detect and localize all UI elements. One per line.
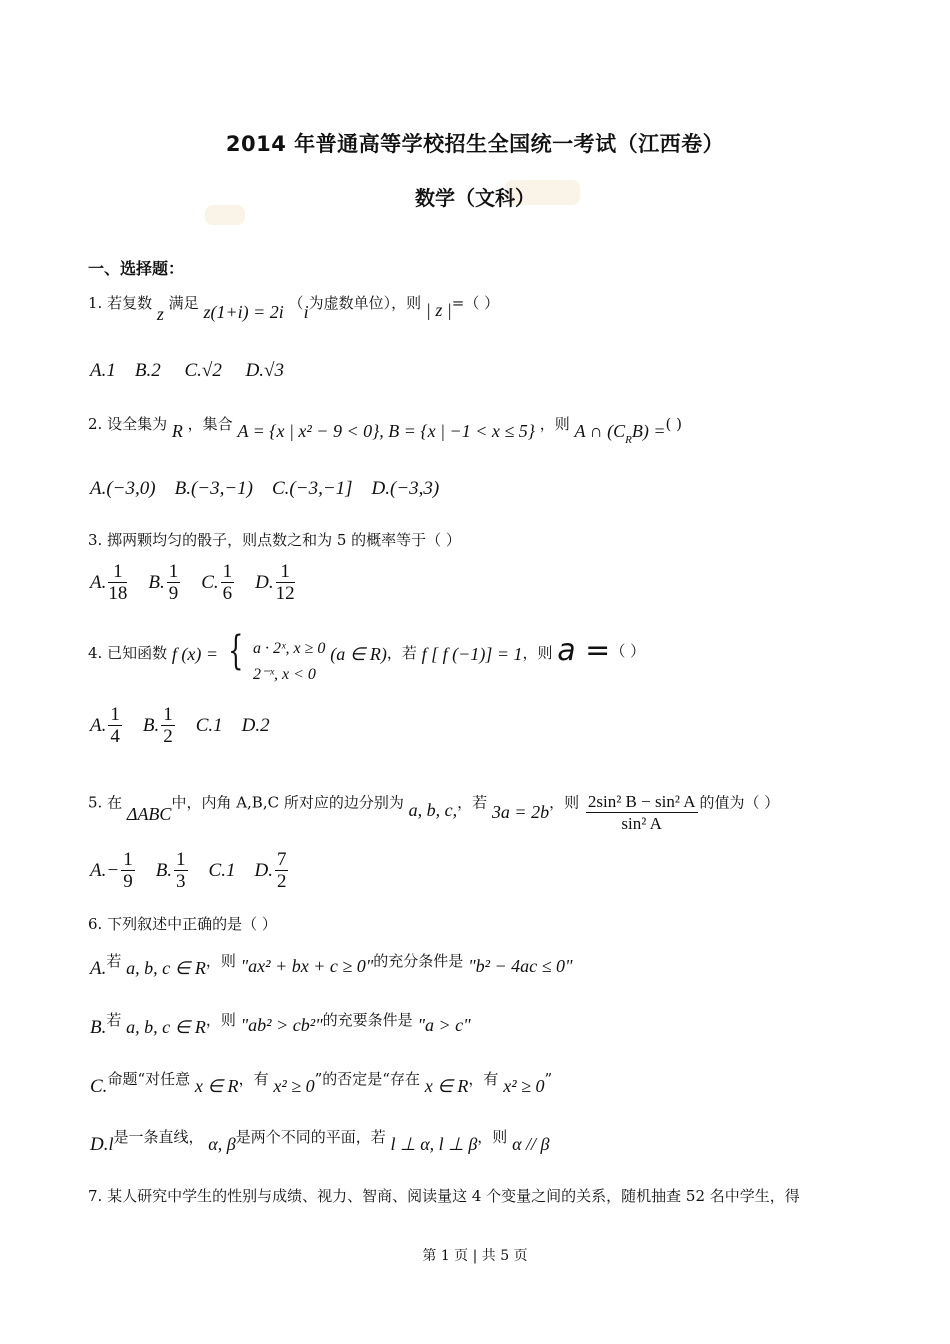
question-7: 7. 某人研究中学生的性别与成绩、视力、智商、阅读量这 4 个变量之间的关系，随机抽查 52 名中学生，得: [88, 1187, 800, 1205]
question-3: 3. 掷两颗均匀的骰子，则点数之和为 5 的概率等于（ ）: [88, 531, 461, 549]
q6-option-d[interactable]: D.l是一条直线， α, β是两个不同的平面，若 l ⊥ α, l ⊥ β，则 α // β: [90, 1128, 550, 1155]
q6-option-c[interactable]: C.命题“对任意 x ∈ R，有 x² ≥ 0”的否定是“存在 x ∈ R，有 x² ≥ 0”: [90, 1070, 553, 1097]
q1-option-b[interactable]: B.2: [134, 360, 161, 381]
q1-option-a[interactable]: A.1: [90, 360, 116, 381]
q1-option-d[interactable]: D.√3: [245, 360, 284, 381]
question-4: 4. 已知函数 f (x) = { a · 2ˣ, x ≥ 0 2⁻ˣ, x < 0 (a ∈ R)，若 f [ f (−1)] = 1，则 a =（ ）: [88, 630, 645, 688]
q4-option-d[interactable]: D.2: [241, 714, 270, 736]
question-6: 6. 下列叙述中正确的是（ ）: [88, 915, 277, 933]
piecewise-brace: {: [227, 628, 244, 674]
question-4-options: [90, 705, 270, 748]
section-heading: 一、选择题：: [88, 259, 185, 278]
q5-option-c[interactable]: C.1: [208, 859, 236, 881]
q5-option-a[interactable]: A.− $\frac{1}{9}$: [90, 849, 133, 892]
question-3-options: [90, 562, 297, 605]
question-5-options: [90, 850, 290, 893]
q2-option-b[interactable]: B.(−3,−1): [174, 478, 253, 499]
question-5: 5. 在 ΔABC中，内角 A,B,C 所对应的边分别为 a, b, c,，若 3a = 2b，则 $\frac{\text{2sin² B − sin² A}}{\text{sin² A}}$ 的值为（ ）: [88, 792, 780, 833]
page-footer: 第 1 页 | 共 5 页: [422, 1248, 528, 1264]
q2-option-d[interactable]: D.(−3,3): [371, 478, 440, 499]
q6-option-b[interactable]: B.若 a, b, c ∈ R，则 "ab² > cb²"的充要条件是 "a > c": [90, 1011, 471, 1038]
q3-option-c[interactable]: C. $\frac{1}{6}$: [201, 561, 233, 604]
q4-option-b[interactable]: B. $\frac{1}{2}$: [142, 704, 173, 747]
q2-option-a[interactable]: A.(−3,0): [90, 478, 156, 499]
question-2: 2. 设全集为 R ，集合 A = {x | x² − 9 < 0}, B = {x | −1 < x ≤ 5} ，则 A ∩ $(C_RB)$ =( ): [88, 415, 683, 446]
q5-option-d[interactable]: D. $\frac{7}{2}$: [254, 849, 287, 892]
q2-option-c[interactable]: C.(−3,−1]: [272, 478, 353, 499]
q3-option-b[interactable]: B. $\frac{1}{9}$: [148, 561, 179, 604]
question-1-options: [90, 360, 284, 382]
page-title: 2014 年普通高等学校招生全国统一考试（江西卷）: [225, 132, 725, 156]
page-subtitle: 数学（文科）: [415, 186, 535, 210]
q4-option-c[interactable]: C.1: [195, 714, 223, 736]
q6-option-a[interactable]: A.若 a, b, c ∈ R，则 "ax² + bx + c ≥ 0"的充分条件是 "b² − 4ac ≤ 0": [90, 952, 573, 979]
q4-option-a[interactable]: A. $\frac{1}{4}$: [90, 704, 120, 747]
q5-option-b[interactable]: B. $\frac{1}{3}$: [155, 849, 186, 892]
question-1: 1. 若复数 z 满足 z(1+i) = 2i （i为虚数单位），则 | z |=（ ）: [88, 294, 500, 324]
question-2-options: [90, 478, 439, 500]
q1-option-c[interactable]: C.√2: [184, 360, 222, 381]
q3-option-a[interactable]: A. $\frac{1}{18}$: [90, 561, 128, 604]
q5-fraction: $\frac{\text{2sin² B − sin² A}}{\text{sin² A}}$: [587, 792, 696, 833]
piecewise-cases: a · 2ˣ, x ≥ 0 2⁻ˣ, x < 0: [253, 640, 326, 683]
q3-option-d[interactable]: D. $\frac{1}{12}$: [255, 561, 295, 604]
